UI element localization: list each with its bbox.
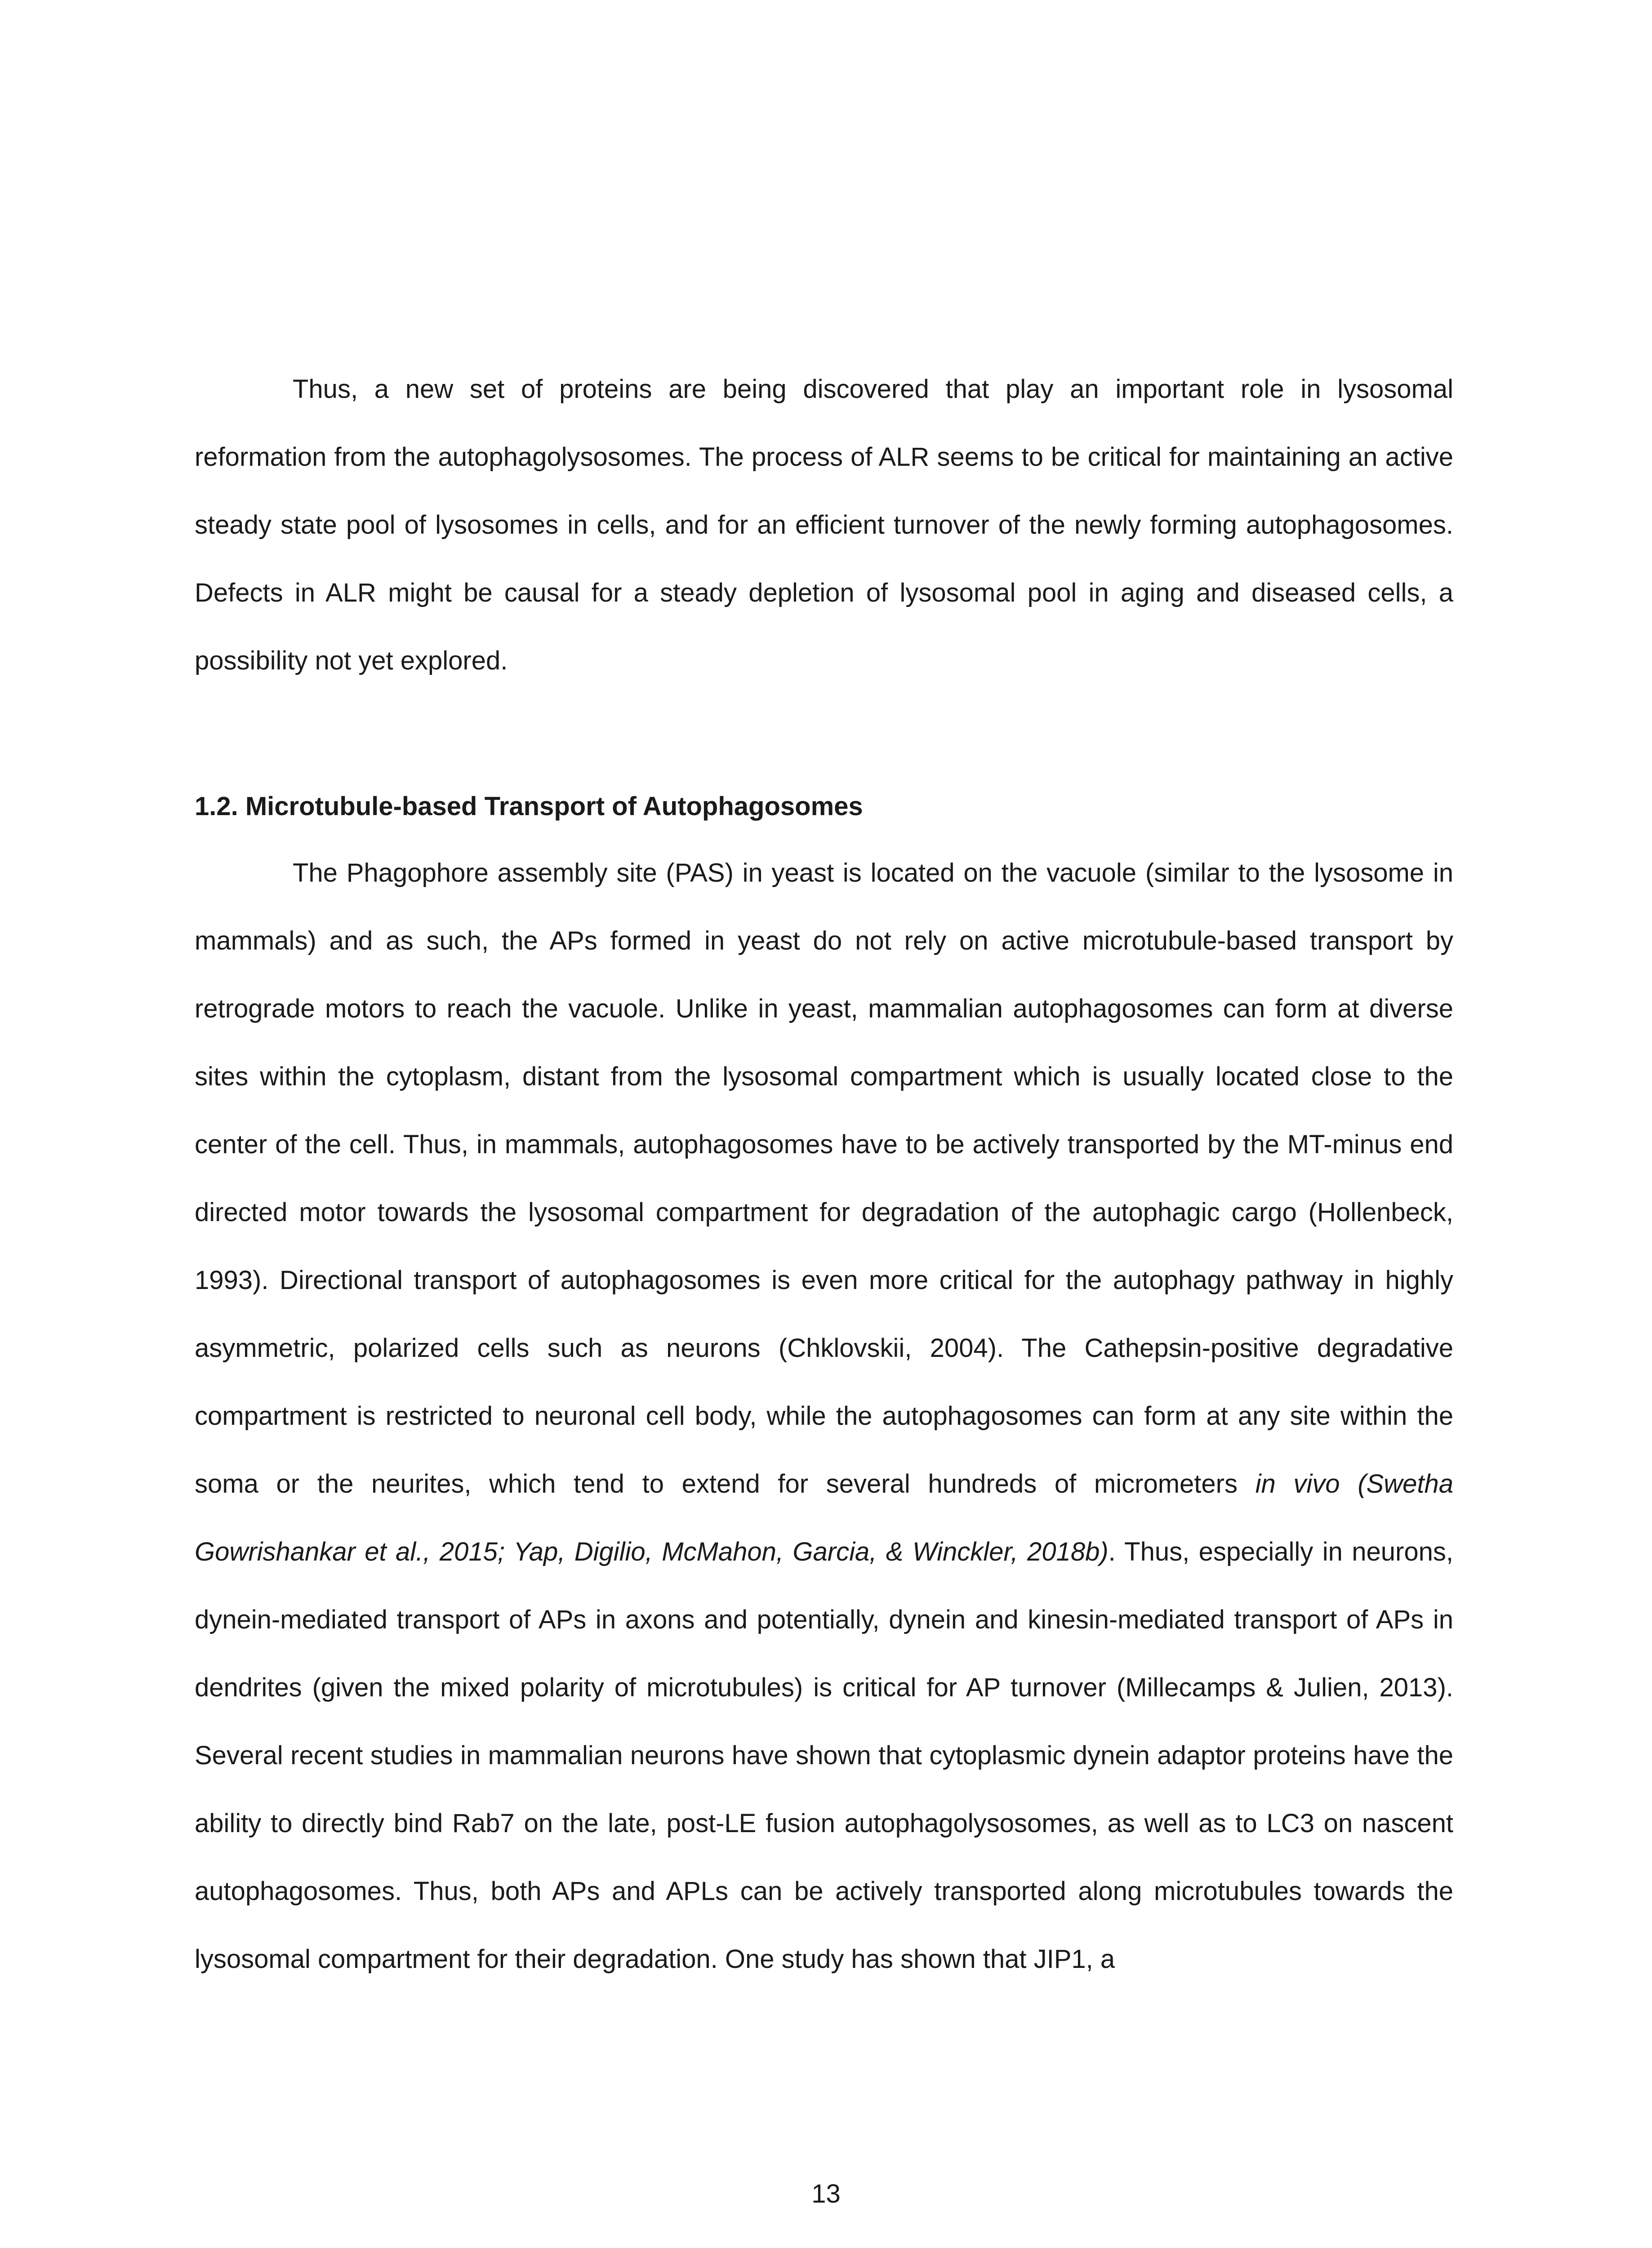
section-heading: 1.2. Microtubule-based Transport of Autophagosomes — [195, 792, 863, 821]
italic-citation: in vivo (Swetha Gowrishankar et al., 2015; Yap, Digilio, McMahon, Garcia, & Winckler, 2018b) — [195, 1469, 1453, 1566]
paragraph-microtubule-transport-text — [195, 839, 1453, 1993]
paragraph-alr-text: Thus, a new set of proteins are being discovered that play an important role in lysosomal reformation from the autophagolysosomes. The process of ALR seems to be critical for maintaining an active steady state pool of lysosomes in cells, and for an efficient turnover of the newly forming autophagosomes. Defects in ALR might be causal for a steady depletion of lysosomal pool in aging and diseased cells, a possibility not yet explored. — [195, 375, 1453, 675]
paragraph-text-part1: The Phagophore assembly site (PAS) in yeast is located on the vacuole (similar to the lysosome in mammals) and as such, the APs formed in yeast do not rely on active microtubule-based transport by retrograde motors to reach the vacuole. Unlike in yeast, mammalian autophagosomes can form at diverse sites within the cytoplasm, distant from the lysosomal compartment which is usually located close to the center of the cell. Thus, in mammals, autophagosomes have to be actively transported by the MT-minus end directed motor towards the lysosomal compartment for degradation of the autophagic cargo (Hollenbeck, 1993). Directional transport of autophagosomes is even more critical for the autophagy pathway in highly asymmetric, polarized cells such as neurons (Chklovskii, 2004). The Cathepsin-positive degradative compartment is restricted to neuronal cell body, while the autophagosomes can form at any site within the soma or the neurites, which tend to extend for several hundreds of micrometers — [195, 858, 1453, 1499]
paragraph-text-part2: . Thus, especially in neurons, dynein-mediated transport of APs in axons and potentially, dynein and kinesin-mediated transport of APs in dendrites (given the mixed polarity of microtubules) is critical for AP turnover (Millecamps & Julien, 2013). Several recent studies in mammalian neurons have shown that cytoplasmic dynein adaptor proteins have the ability to directly bind Rab7 on the late, post-LE fusion autophagolysosomes, as well as to LC3 on nascent autophagosomes. Thus, both APs and APLs can be actively transported along microtubules towards the lysosomal compartment for their degradation. One study has shown that JIP1, a — [195, 1537, 1453, 1974]
paragraph-microtubule-transport — [195, 839, 1453, 1993]
paragraph-alr — [195, 355, 1453, 695]
page-number: 13 — [811, 2179, 841, 2208]
